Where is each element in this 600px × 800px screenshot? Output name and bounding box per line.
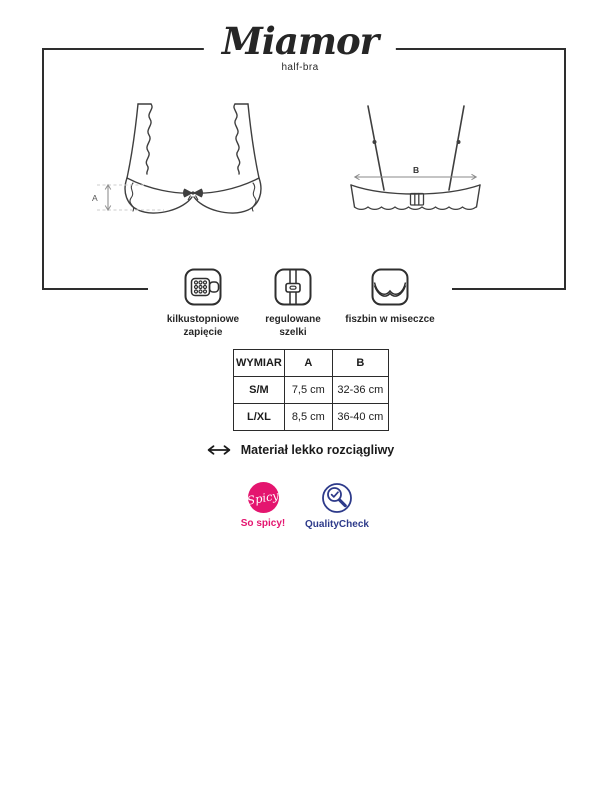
feature-underwire-cup xyxy=(342,268,438,326)
quality-check-caption: QualityCheck xyxy=(305,519,369,530)
quality-check-badge xyxy=(304,482,370,530)
product-subtitle: half-bra xyxy=(281,61,319,73)
size-cell: L/XL xyxy=(234,404,285,431)
badge-row xyxy=(0,482,600,530)
feature-label: kilkustopniowe zapięcie xyxy=(166,314,240,338)
measure-b-arrow xyxy=(355,165,476,180)
col-header-b: B xyxy=(332,350,388,377)
bow-icon xyxy=(183,189,203,201)
brand-logo: Miamor xyxy=(221,19,379,63)
feature-adjustable-strap xyxy=(258,268,328,339)
quality-check-icon xyxy=(321,482,353,514)
material-note-text: Materiał lekko rozciągliwy xyxy=(240,443,395,457)
hook-clasp-icon xyxy=(184,268,222,306)
adjustable-strap-icon xyxy=(274,268,312,306)
measure-a-cell: 7,5 cm xyxy=(284,377,332,404)
feature-label: regulowane szelki xyxy=(265,314,321,338)
underwire-cup-icon xyxy=(371,268,409,306)
clasp-detail xyxy=(411,194,424,206)
feature-hook-clasp xyxy=(162,268,244,339)
spicy-logo-icon xyxy=(248,482,279,513)
material-note xyxy=(0,443,600,457)
measure-b-label: B xyxy=(413,165,420,175)
measure-b-cell: 36-40 cm xyxy=(332,404,388,431)
spicy-caption: So spicy! xyxy=(240,518,286,529)
size-table xyxy=(233,349,389,431)
measure-b-cell: 32-36 cm xyxy=(332,377,388,404)
brand-logo-block xyxy=(204,19,396,73)
measure-a-label: A xyxy=(92,193,98,203)
measure-a-cell: 8,5 cm xyxy=(284,404,332,431)
col-header-a: A xyxy=(284,350,332,377)
size-table-header-row xyxy=(234,350,389,377)
feature-label: fiszbin w miseczce xyxy=(345,314,435,325)
spicy-circle-text: Spicy xyxy=(246,487,280,508)
col-header-wymiar: WYMIAR xyxy=(234,350,285,377)
front-view-bra-drawing xyxy=(88,98,278,228)
stretch-arrows-icon xyxy=(206,444,232,456)
back-view-bra-drawing xyxy=(330,98,520,228)
table-row xyxy=(234,404,389,431)
size-cell: S/M xyxy=(234,377,285,404)
table-row xyxy=(234,377,389,404)
spicy-badge xyxy=(230,482,296,529)
feature-row xyxy=(148,268,452,339)
